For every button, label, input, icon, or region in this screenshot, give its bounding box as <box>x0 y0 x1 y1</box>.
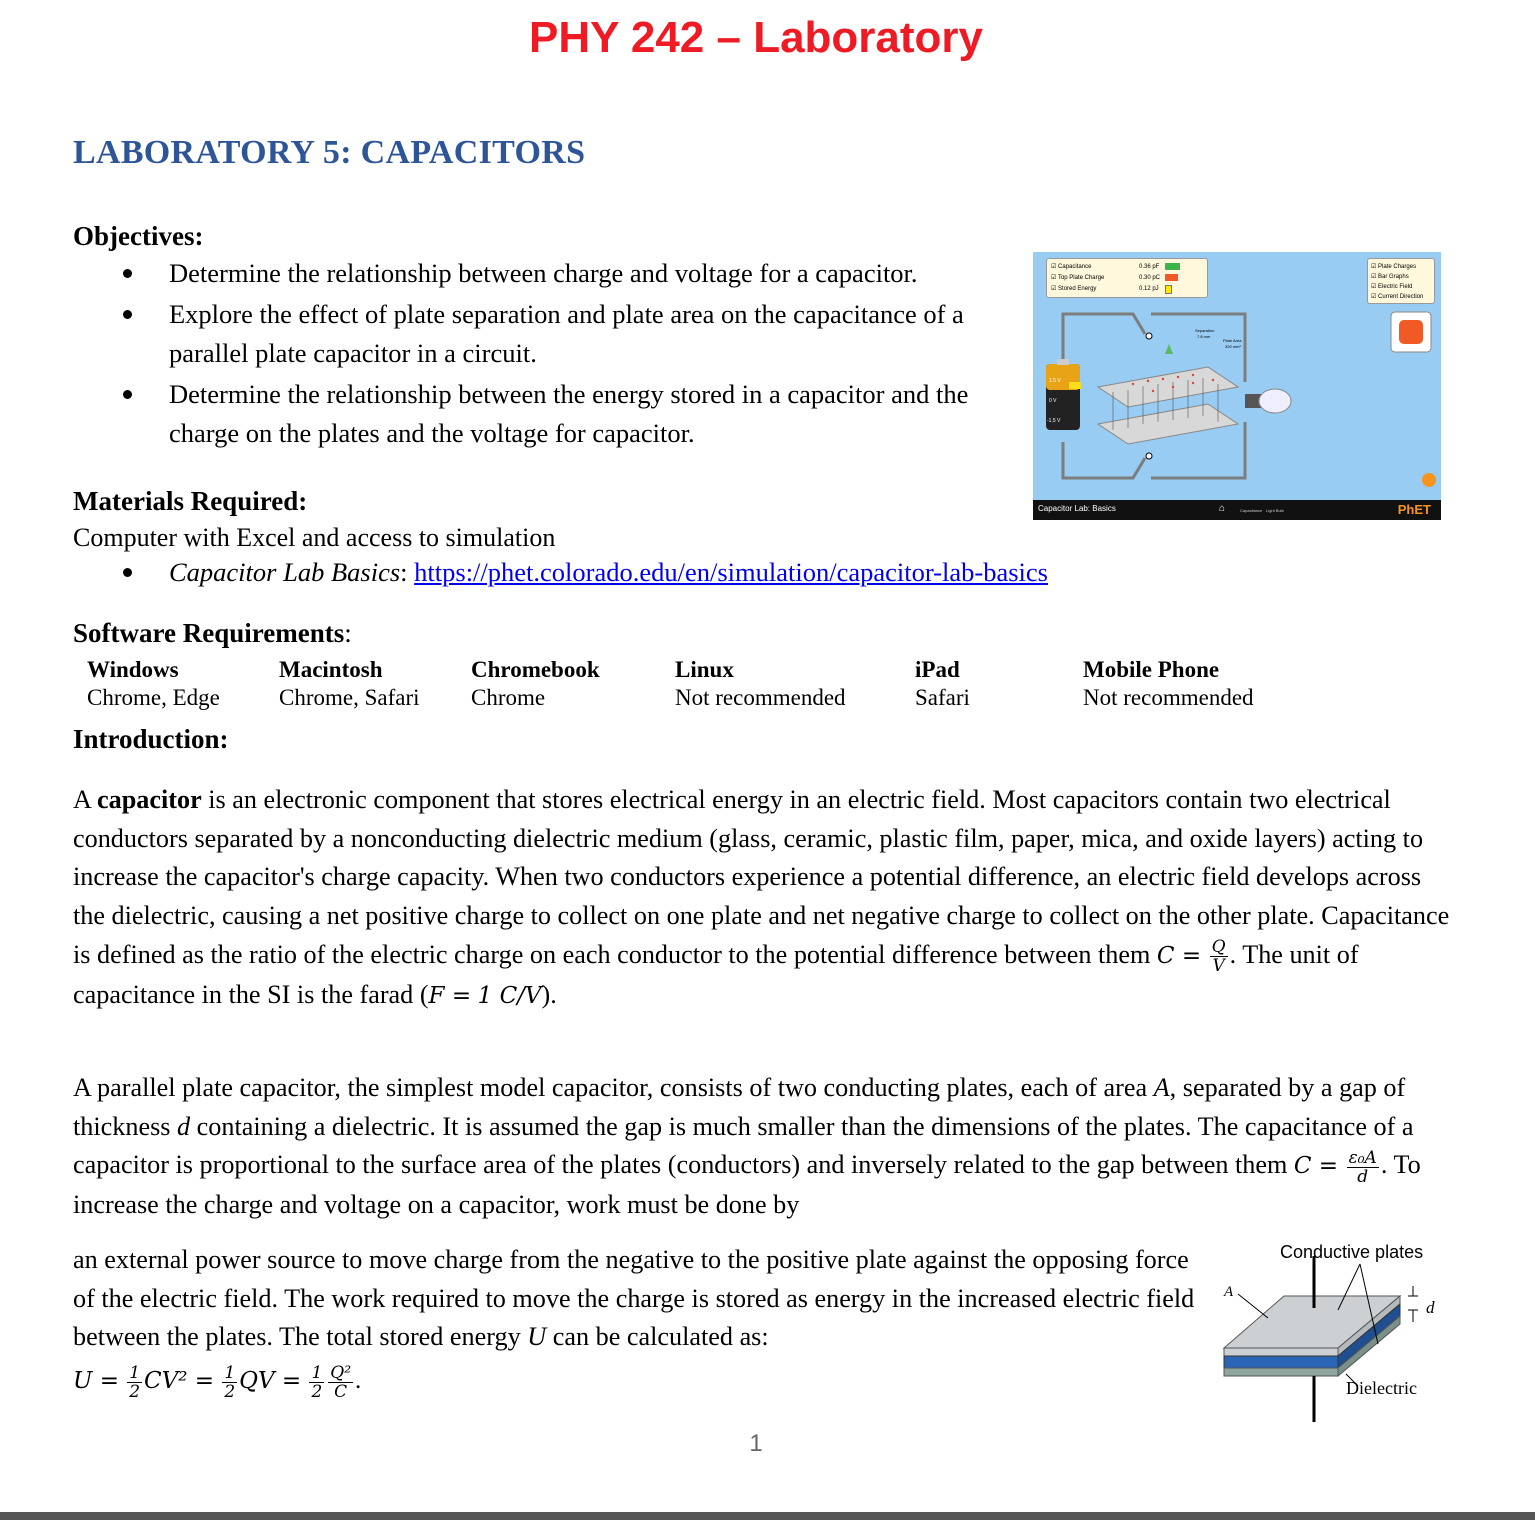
option-label: Plate Charges <box>1378 264 1417 270</box>
separation-value: 7.8 mm <box>1197 334 1211 339</box>
objectives-list <box>73 254 1033 455</box>
measurement-panel: ☑ Capacitance ☑ Top Plate Charge ☑ Stored Energy 0.36 pF 0.30 pC 0.12 pJ <box>1046 258 1208 298</box>
sim-tab: Light Bulb <box>1266 508 1284 513</box>
table-column <box>279 656 420 712</box>
panel-label: Top Plate Charge <box>1057 275 1105 281</box>
intro-paragraph-2: A parallel plate capacitor, the simplest model capacitor, consists of two conducting plates, each of area A, separated by a gap of thickness d containing a dielectric. It is assumed the gap is much smaller than the dimensions of the plates. The capacitance of a capacitor is proportional to the surface area of the plates (conductors) and inversely related to the gap between them C = $\frac{\text{ε₀A}}{d}$ . To increase the charge and voltage on a capacitor, work must be done by <box>73 1073 1421 1220</box>
list-item: Determine the relationship between the energy stored in a capacitor and the charge on the plates and the voltage for capacitor. <box>73 375 1033 453</box>
platform-name: Chromebook <box>471 657 600 682</box>
plate-area-value: 320 mm² <box>1225 344 1241 349</box>
table-column <box>1083 656 1254 712</box>
intro-paragraph-1: A capacitor is an electronic component that stores electrical energy in an electric field. Most capacitors contain two electrical conductors separated by a nonconducting dielectric medium (glass, ceramic, plastic film, paper, mica, and oxide layers) acting to increase the capacitor's charge capacity. When two conductors experience a potential difference, an electric field develops across the dielectric, causing a net positive charge to collect on one plate and net negative charge to collect on the other plate. Capacitance is defined as the ratio of the electric charge on each conductor to the potential difference between them C = $\frac{Q}{V}$ . The unit of capacitance in the SI is the farad (F = 1 C/V). <box>73 785 1450 1009</box>
platform-name: iPad <box>915 657 960 682</box>
sim-title: Capacitor Lab: Basics <box>1038 504 1116 513</box>
browser-list: Not recommended <box>675 685 846 710</box>
list-item: Explore the effect of plate separation and plate area on the capacitance of a parallel plate capacitor in a circuit. <box>73 295 1033 373</box>
separator: : <box>400 557 415 587</box>
sim-tab: Capacitance <box>1240 508 1263 513</box>
option-label: Bar Graphs <box>1378 274 1409 280</box>
software-heading: Software Requirements: <box>73 618 352 648</box>
option-label: Electric Field <box>1378 284 1413 290</box>
sim-name: Capacitor Lab Basics <box>169 557 401 587</box>
area-label: A <box>1224 1284 1234 1300</box>
plate-area-label: Plate Area <box>1223 338 1242 343</box>
lab-title: LABORATORY 5: CAPACITORS <box>73 134 586 171</box>
panel-value: 0.12 pJ <box>1139 286 1159 292</box>
introduction-heading: Introduction: <box>73 724 229 754</box>
eps-a-over-d: $\frac{\text{ε₀A}}{d}$ <box>1348 1147 1377 1187</box>
circuit-drawing <box>1033 252 1441 500</box>
home-icon: ⌂ <box>1219 503 1226 514</box>
capacitor-term: capacitor <box>97 785 202 814</box>
battery-voltage-label: 1.5 V <box>1049 378 1061 384</box>
browser-list: Chrome, Safari <box>279 685 420 710</box>
phet-logo: PhET <box>1397 502 1431 517</box>
sim-navbar <box>1033 500 1441 520</box>
table-column <box>471 656 600 712</box>
battery-voltage-label: -1.5 V <box>1047 418 1061 424</box>
browser-list: Safari <box>915 685 970 710</box>
separation-label: Separation <box>1195 328 1215 333</box>
conductive-plates-label: Conductive plates <box>1280 1242 1424 1262</box>
objectives-heading: Objectives: <box>73 221 204 251</box>
simulation-link[interactable]: https://phet.colorado.edu/en/simulation/capacitor-lab-basics <box>414 557 1048 587</box>
list-item <box>73 553 1273 592</box>
browser-list: Not recommended <box>1083 685 1254 710</box>
materials-text: Computer with Excel and access to simulation <box>73 523 556 552</box>
panel-value: 0.36 pF <box>1139 264 1160 270</box>
platform-name: Macintosh <box>279 657 383 682</box>
panel-label: Capacitance <box>1058 264 1092 270</box>
table-column <box>87 656 220 712</box>
option-label: Current Direction <box>1378 294 1424 300</box>
table-column <box>675 656 846 712</box>
course-title: PHY 242 – Laboratory <box>528 13 984 62</box>
view-options-panel: ☑ Plate Charges ☑ Bar Graphs ☑ Electric Field ☑ Current Direction <box>1367 258 1435 304</box>
browser-list: Chrome, Edge <box>87 685 220 710</box>
energy-equation: U = $\frac{1}{2}$ CV² = $\frac{1}{2}$ QV = $\frac{1}{2}$ $\frac{\text{Q²}}{C}$ . <box>73 1363 362 1402</box>
capacitor-diagram <box>1218 1238 1458 1428</box>
list-item: Determine the relationship between charge and voltage for a capacitor. <box>73 254 1033 293</box>
platform-name: Mobile Phone <box>1083 657 1220 682</box>
battery-voltage-label: 0 V <box>1049 398 1057 404</box>
platform-name: Windows <box>87 657 179 682</box>
page-number: 1 <box>749 1430 763 1457</box>
browser-list: Chrome <box>471 685 546 710</box>
intro-paragraph-3: an external power source to move charge from the negative to the positive plate against the opposing force of the electric field. The work required to move the charge is stored as energy in the increased electric field between the plates. The total stored energy U can be calculated as: <box>73 1245 1195 1352</box>
platform-name: Linux <box>675 657 734 682</box>
page-bottom-bar <box>0 1512 1535 1520</box>
materials-heading: Materials Required: <box>73 486 308 516</box>
dielectric-label: Dielectric <box>1346 1378 1417 1398</box>
panel-label: Stored Energy <box>1058 286 1097 292</box>
panel-value: 0.30 pC <box>1139 275 1161 281</box>
materials-list <box>73 553 1273 594</box>
q-over-v: $\frac{Q}{V}$ <box>1211 937 1226 977</box>
gap-label: d <box>1426 1298 1435 1317</box>
phet-simulation-image <box>1033 252 1441 520</box>
table-column <box>915 656 970 712</box>
